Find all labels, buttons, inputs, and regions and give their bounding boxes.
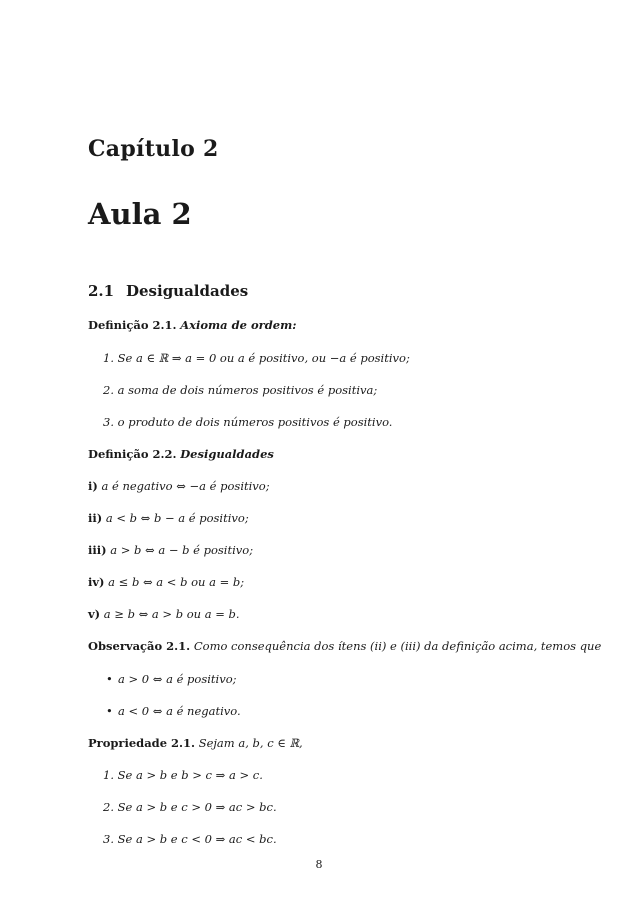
list-item: 1. Se a ∈ ℝ ⇒ a = 0 ou a é positivo, ou −a é positivo; xyxy=(103,351,410,365)
definition-2-2-heading xyxy=(88,447,274,461)
list-item: 2. Se a > b e c > 0 ⇒ ac > bc. xyxy=(103,800,277,814)
list-item xyxy=(88,479,270,493)
item-text: a é negativo ⇔ −a é positivo; xyxy=(101,479,270,493)
definition-2-1-heading xyxy=(88,318,297,332)
section-number: 2.1 xyxy=(88,282,115,300)
item-marker: i) xyxy=(88,479,98,493)
property-text: Sejam a, b, c ∈ ℝ, xyxy=(198,736,303,750)
item-text: a < b ⇔ b − a é positivo; xyxy=(105,511,249,525)
section-title: Desigualdades xyxy=(126,282,249,300)
property-2-1 xyxy=(88,736,303,750)
bullet-item xyxy=(106,672,237,686)
bullet-text: a < 0 ⇔ a é negativo. xyxy=(118,704,241,718)
list-item xyxy=(88,511,249,525)
list-item xyxy=(88,607,240,621)
item-marker: ii) xyxy=(88,511,103,525)
observation-text: Como consequência dos ítens (ii) e (iii) da definição acima, temos que xyxy=(193,639,602,653)
page-number: 8 xyxy=(315,858,323,871)
item-marker: v) xyxy=(88,607,101,621)
observation-2-1 xyxy=(88,639,601,653)
section-heading xyxy=(88,282,248,300)
bullet-text: a > 0 ⇔ a é positivo; xyxy=(118,672,237,686)
observation-label: Observação 2.1. xyxy=(88,639,191,653)
list-item: 3. o produto de dois números positivos é positivo. xyxy=(103,415,393,429)
list-item: 3. Se a > b e c < 0 ⇒ ac < bc. xyxy=(103,832,277,846)
lecture-title: Aula 2 xyxy=(88,197,192,231)
list-item xyxy=(88,575,244,589)
definition-title: Axioma de ordem: xyxy=(180,318,297,332)
list-item xyxy=(88,543,253,557)
item-text: a ≤ b ⇔ a < b ou a = b; xyxy=(108,575,245,589)
item-text: a > b ⇔ a − b é positivo; xyxy=(110,543,254,557)
definition-title: Desigualdades xyxy=(180,447,274,461)
definition-label: Definição 2.2. xyxy=(88,447,177,461)
item-text: a ≥ b ⇔ a > b ou a = b. xyxy=(103,607,240,621)
item-marker: iii) xyxy=(88,543,107,557)
chapter-heading: Capítulo 2 xyxy=(88,136,219,162)
bullet-icon: • xyxy=(106,704,113,718)
definition-label: Definição 2.1. xyxy=(88,318,177,332)
bullet-item xyxy=(106,704,241,718)
property-label: Propriedade 2.1. xyxy=(88,736,196,750)
bullet-icon: • xyxy=(106,672,113,686)
list-item: 2. a soma de dois números positivos é positiva; xyxy=(103,383,378,397)
list-item: 1. Se a > b e b > c ⇒ a > c. xyxy=(103,768,263,782)
item-marker: iv) xyxy=(88,575,105,589)
